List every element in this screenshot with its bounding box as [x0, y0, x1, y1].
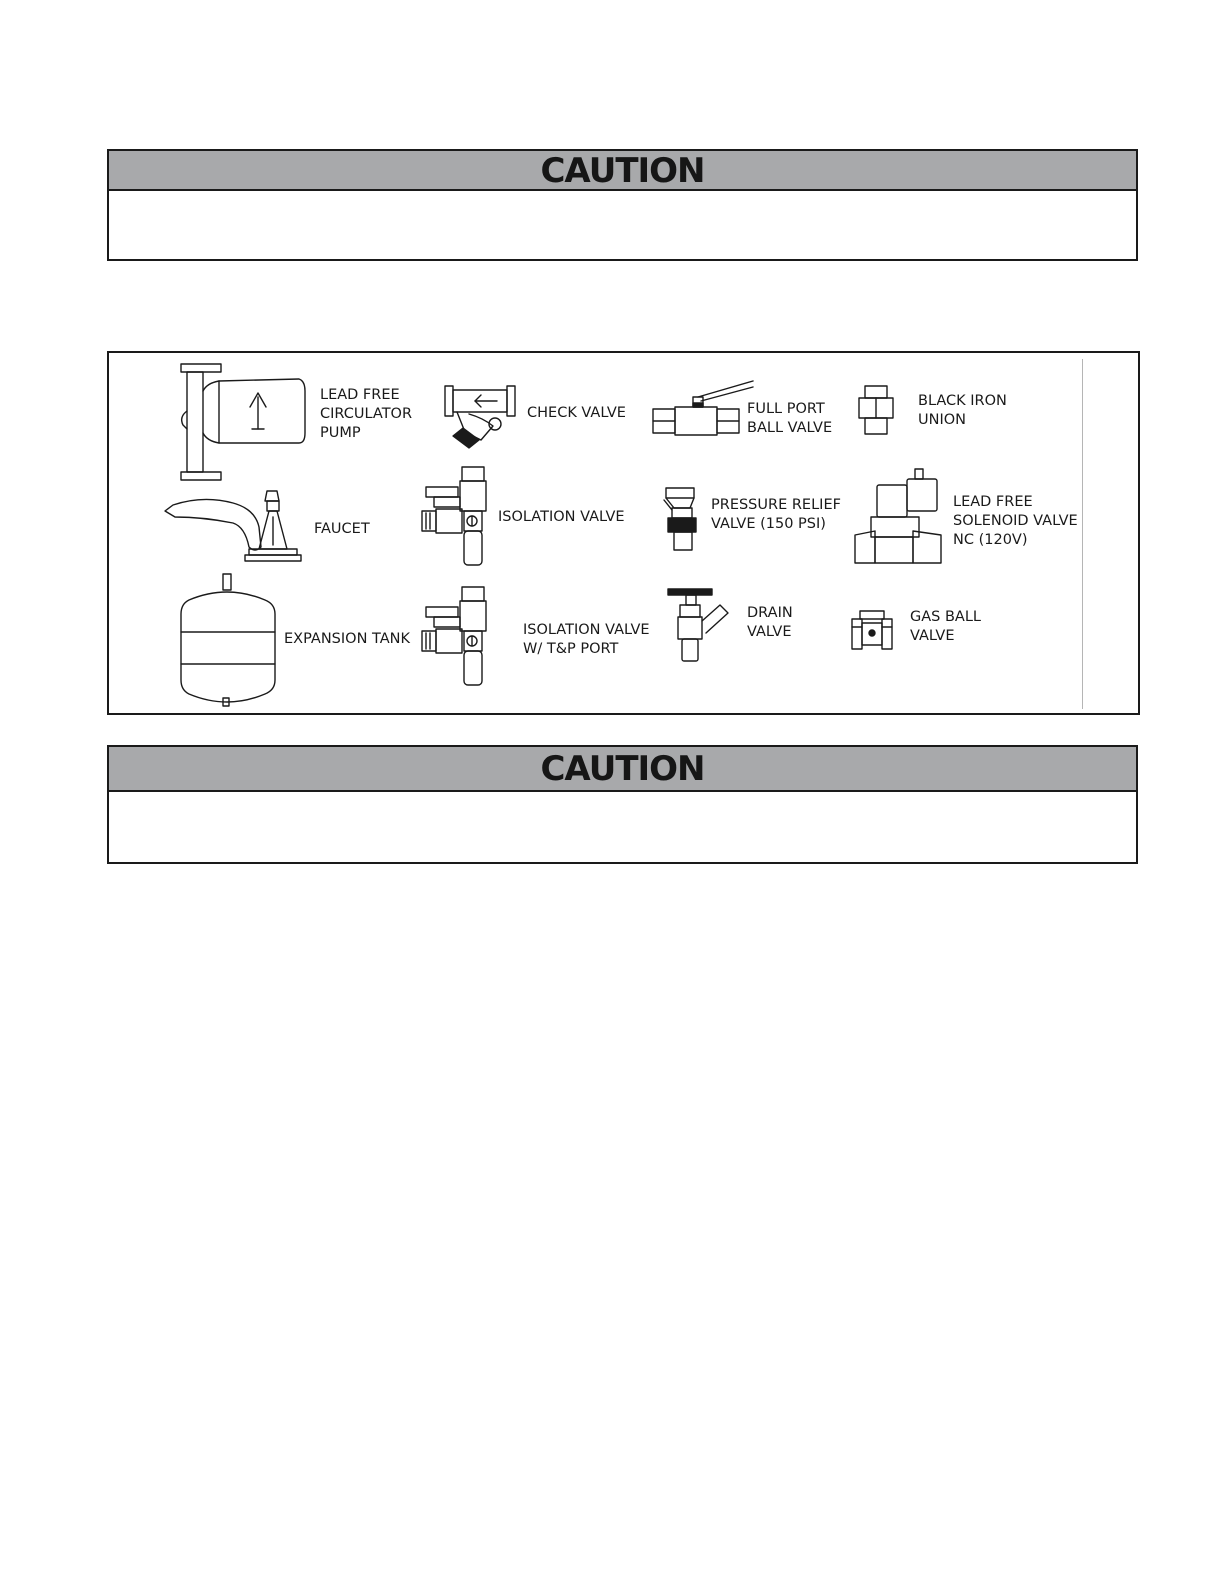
expansion-tank-icon [179, 572, 277, 708]
legend-divider [1082, 359, 1083, 709]
label-black-iron-union: BLACK IRON UNION [918, 393, 1007, 428]
label-faucet: FAUCET [314, 521, 370, 537]
caution-header [109, 151, 1136, 191]
label-circulator-pump: LEAD FREE CIRCULATOR PUMP [320, 387, 413, 441]
caution-header [109, 747, 1136, 792]
label-check-valve: CHECK VALVE [527, 405, 626, 421]
label-isolation-valve: ISOLATION VALVE [498, 509, 625, 525]
caution-title: CAUTION [540, 749, 705, 789]
label-gas-ball-valve: GAS BALL VALVE [910, 609, 981, 644]
ball-valve-icon [649, 377, 753, 439]
circulator-pump-icon [175, 361, 305, 485]
caution-box-bottom [107, 745, 1138, 864]
isolation-valve-icon [420, 465, 492, 569]
label-pressure-relief-valve: PRESSURE RELIEF VALVE (150 PSI) [711, 497, 841, 532]
check-valve-icon [443, 384, 519, 452]
faucet-icon [163, 487, 299, 571]
caution-box-top [107, 149, 1138, 261]
solenoid-valve-icon [853, 467, 943, 567]
label-isolation-valve-tp: ISOLATION VALVE W/ T&P PORT [523, 622, 650, 657]
label-drain-valve: DRAIN VALVE [747, 605, 793, 640]
label-full-port-ball-valve: FULL PORT BALL VALVE [747, 401, 833, 436]
union-icon [857, 384, 895, 438]
gas-ball-valve-icon [850, 609, 894, 651]
component-legend [107, 351, 1140, 715]
caution-title: CAUTION [540, 151, 705, 191]
label-expansion-tank: EXPANSION TANK [284, 631, 411, 647]
isolation-valve-tp-icon [420, 585, 492, 689]
pressure-relief-valve-icon [662, 486, 702, 552]
label-solenoid-valve: LEAD FREE SOLENOID VALVE NC (120V) [953, 494, 1078, 548]
drain-valve-icon [666, 587, 732, 665]
